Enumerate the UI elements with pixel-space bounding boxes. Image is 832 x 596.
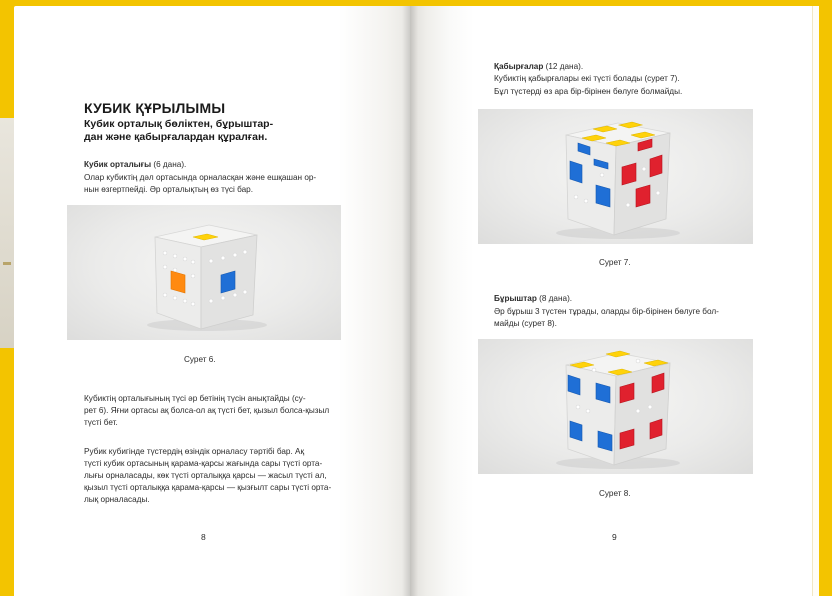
edges-heading-line	[494, 61, 583, 73]
paragraph-line: лығы орналасады, көк түсті орталыққа қарсы — жасыл түсті ал,	[84, 471, 327, 480]
paragraph-line: Бұл түстерді өз ара бір-бірінен бөлуге болмайды.	[494, 87, 683, 96]
centers-count: (6 дана).	[151, 160, 187, 169]
corners-heading: Бұрыштар	[494, 294, 537, 303]
paragraph-line: майды (сурет 8).	[494, 319, 557, 328]
centers-heading: Кубик орталығы	[84, 160, 152, 169]
section-subtitle	[84, 118, 324, 144]
corners-heading-line	[494, 293, 572, 305]
paragraph-line: лық орналасады.	[84, 495, 150, 504]
paragraph-line: нын өзгертпейді. Әр орталықтың өз түсі бар.	[84, 185, 253, 194]
background-strip	[0, 118, 14, 348]
paragraph-line: түсті кубик ортасының қарама-қарсы жағында сары түсті орта-	[84, 459, 323, 468]
book-spine-shadow	[402, 6, 418, 596]
paragraph-line: Кубиктің қабырғалары екі түсті болады (сурет 7).	[494, 74, 680, 83]
figure-8-photo	[478, 339, 753, 474]
paragraph-line: Кубиктің орталығының түсі әр бетінің түсін анықтайды (су-	[84, 394, 306, 403]
section-title: КУБИК ҚҰРЫЛЫМЫ	[84, 100, 226, 116]
cube-centers-image	[67, 205, 341, 340]
subtitle-line: Кубик орталық бөліктен, бұрыштар-	[84, 118, 274, 130]
page-number-right: 9	[612, 532, 617, 542]
subtitle-line: дан және қабырғалардан құралған.	[84, 131, 268, 143]
background-mark	[3, 262, 11, 265]
cube-edges-image	[478, 109, 753, 244]
edges-count: (12 дана).	[543, 62, 584, 71]
paragraph-line: қызыл түсті орталыққа қарама-қарсы — қызғылт сары түсті орта-	[84, 483, 332, 492]
paragraph-line: рет 6). Яғни ортасы ақ болса-ол ақ түсті бет, қызыл болса-қызыл	[84, 406, 330, 415]
page-edge	[812, 6, 819, 596]
figure-6-caption: Сурет 6.	[184, 355, 216, 364]
page-number-left: 8	[201, 532, 206, 542]
orange-center-tile	[171, 271, 185, 293]
left-page	[14, 6, 410, 596]
figure-8-caption: Сурет 8.	[599, 489, 631, 498]
figure-7-caption: Сурет 7.	[599, 258, 631, 267]
edges-heading: Қабырғалар	[494, 62, 544, 71]
cube-corners-image	[478, 339, 753, 474]
paragraph-line: Рубик кубигінде түстердің өзіндік орналасу тәртібі бар. Ақ	[84, 447, 305, 456]
paragraph-line: Әр бұрыш 3 түстен тұрады, оларды бір-бірінен бөлуге бол-	[494, 307, 719, 316]
blue-center-tile	[221, 271, 235, 293]
figure-6-photo	[67, 205, 341, 340]
paragraph-line: Олар кубиктің дәл ортасында орналасқан және ешқашан ор-	[84, 173, 317, 182]
right-page	[410, 6, 812, 596]
centers-heading-line	[84, 159, 186, 171]
paragraph-line: түсті бет.	[84, 418, 118, 427]
figure-7-photo	[478, 109, 753, 244]
corners-count: (8 дана).	[536, 294, 573, 303]
